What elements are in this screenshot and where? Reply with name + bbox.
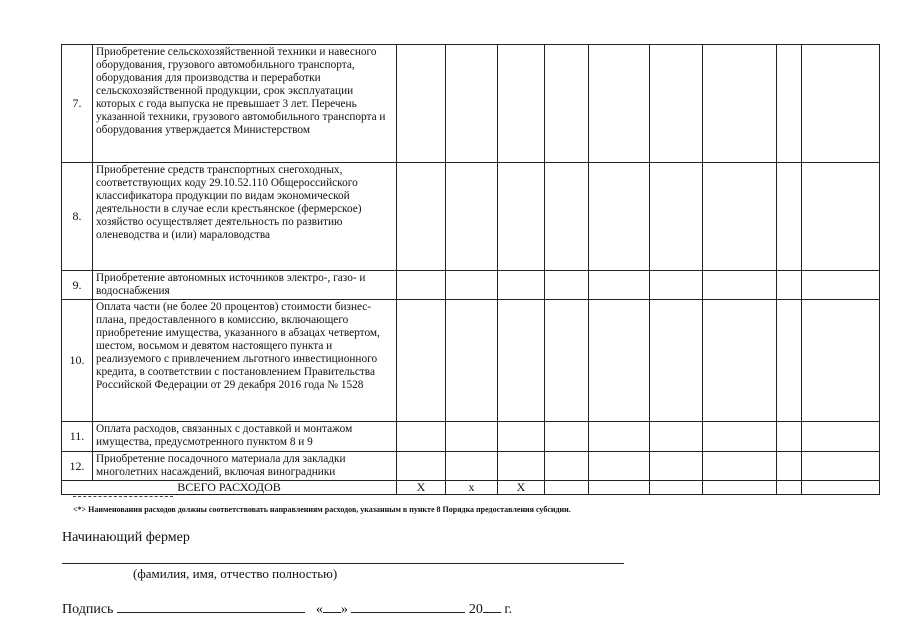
row-number: 10. — [62, 300, 93, 422]
name-field-line[interactable] — [62, 563, 624, 564]
table-row — [62, 422, 880, 452]
empty-cell — [498, 45, 545, 163]
empty-cell — [703, 163, 777, 271]
empty-cell — [397, 452, 446, 481]
table-row — [62, 163, 880, 271]
empty-cell — [446, 45, 498, 163]
empty-cell — [446, 300, 498, 422]
signature-field[interactable] — [117, 598, 305, 613]
empty-cell — [545, 452, 589, 481]
signature-row — [62, 598, 512, 618]
row-number: 11. — [62, 422, 93, 452]
year-prefix: 20 — [468, 602, 483, 617]
empty-cell — [703, 45, 777, 163]
empty-cell — [589, 422, 650, 452]
empty-cell — [802, 45, 880, 163]
expense-description: Приобретение посадочного материала для закладки многолетних насаждений, включая виноградники — [93, 452, 397, 481]
table-row — [62, 300, 880, 422]
total-mark: x — [446, 481, 498, 495]
empty-cell — [650, 300, 703, 422]
empty-cell — [703, 452, 777, 481]
empty-cell — [498, 300, 545, 422]
expense-description: Приобретение сельскохозяйственной техники и навесного оборудования, грузового автомобильного транспорта, оборудования для производства и переработки сельскохозяйственной продукции, срок эксплуатации которых с года выпуска не превышает 3 лет. Перечень указанной техники, грузового автомобильного транспорта и оборудования утверждается Министерством — [93, 45, 397, 163]
quote-open: « — [315, 602, 323, 617]
empty-cell — [589, 271, 650, 300]
empty-cell — [777, 300, 802, 422]
empty-cell — [650, 45, 703, 163]
table-row — [62, 45, 880, 163]
empty-cell — [650, 452, 703, 481]
empty-cell — [545, 45, 589, 163]
total-mark — [589, 481, 650, 495]
name-field-caption: (фамилия, имя, отчество полностью) — [133, 566, 338, 581]
empty-cell — [802, 452, 880, 481]
empty-cell — [777, 163, 802, 271]
empty-cell — [446, 271, 498, 300]
empty-cell — [703, 271, 777, 300]
total-row — [62, 481, 880, 495]
expense-description: Оплата расходов, связанных с доставкой и монтажом имущества, предусмотренного пунктом 8 и 9 — [93, 422, 397, 452]
empty-cell — [777, 271, 802, 300]
footnote: <*> Наименования расходов должны соответствовать направлениям расходов, указанным в пункте 8 Порядка предоставления субсидии. — [73, 505, 571, 514]
empty-cell — [545, 163, 589, 271]
total-label: ВСЕГО РАСХОДОВ — [62, 481, 397, 495]
empty-cell — [446, 452, 498, 481]
empty-cell — [650, 163, 703, 271]
empty-cell — [498, 452, 545, 481]
empty-cell — [397, 422, 446, 452]
empty-cell — [498, 422, 545, 452]
year-suffix: г. — [504, 602, 513, 617]
empty-cell — [589, 452, 650, 481]
empty-cell — [777, 45, 802, 163]
day-field[interactable] — [323, 598, 341, 613]
total-mark — [650, 481, 703, 495]
empty-cell — [589, 163, 650, 271]
total-mark: X — [397, 481, 446, 495]
expenses-table — [61, 44, 880, 495]
total-mark: X — [498, 481, 545, 495]
empty-cell — [703, 300, 777, 422]
farmer-label: Начинающий фермер — [62, 530, 190, 545]
empty-cell — [397, 45, 446, 163]
empty-cell — [802, 300, 880, 422]
empty-cell — [650, 422, 703, 452]
empty-cell — [777, 452, 802, 481]
empty-cell — [397, 163, 446, 271]
year-field[interactable] — [483, 598, 501, 613]
table-body — [62, 45, 880, 495]
empty-cell — [446, 422, 498, 452]
empty-cell — [545, 300, 589, 422]
expense-description: Оплата части (не более 20 процентов) стоимости бизнес-плана, предоставленного в комиссию, включающего приобретение имущества, указанного в абзацах четвертом, шестом, восьмом и девятом настоящего пункта и реализуемого с привлечением льготного инвестиционного кредита, в соответствии с постановлением Правительства Российской Федерации от 29 декабря 2016 года № 1528 — [93, 300, 397, 422]
empty-cell — [545, 422, 589, 452]
total-mark — [802, 481, 880, 495]
empty-cell — [589, 300, 650, 422]
total-mark — [777, 481, 802, 495]
empty-cell — [802, 422, 880, 452]
expense-description: Приобретение автономных источников электро-, газо- и водоснабжения — [93, 271, 397, 300]
empty-cell — [802, 271, 880, 300]
quote-close: » — [340, 602, 348, 617]
empty-cell — [498, 271, 545, 300]
row-number: 9. — [62, 271, 93, 300]
empty-cell — [498, 163, 545, 271]
month-field[interactable] — [351, 598, 465, 613]
empty-cell — [446, 163, 498, 271]
total-mark — [545, 481, 589, 495]
signature-label: Подпись — [62, 602, 114, 617]
empty-cell — [802, 163, 880, 271]
table-row — [62, 452, 880, 481]
empty-cell — [397, 271, 446, 300]
empty-cell — [545, 271, 589, 300]
table-row — [62, 271, 880, 300]
row-number: 8. — [62, 163, 93, 271]
expense-description: Приобретение средств транспортных снегоходных, соответствующих коду 29.10.52.110 Общероссийского классификатора продукции по видам экономической деятельности в случае если крестьянское (фермерское) хозяйство осуществляет деятельность по развитию оленеводства и (или) мараловодства — [93, 163, 397, 271]
empty-cell — [777, 422, 802, 452]
row-number: 12. — [62, 452, 93, 481]
empty-cell — [397, 300, 446, 422]
empty-cell — [589, 45, 650, 163]
empty-cell — [650, 271, 703, 300]
total-mark — [703, 481, 777, 495]
footnote-divider — [73, 496, 173, 497]
empty-cell — [703, 422, 777, 452]
row-number: 7. — [62, 45, 93, 163]
